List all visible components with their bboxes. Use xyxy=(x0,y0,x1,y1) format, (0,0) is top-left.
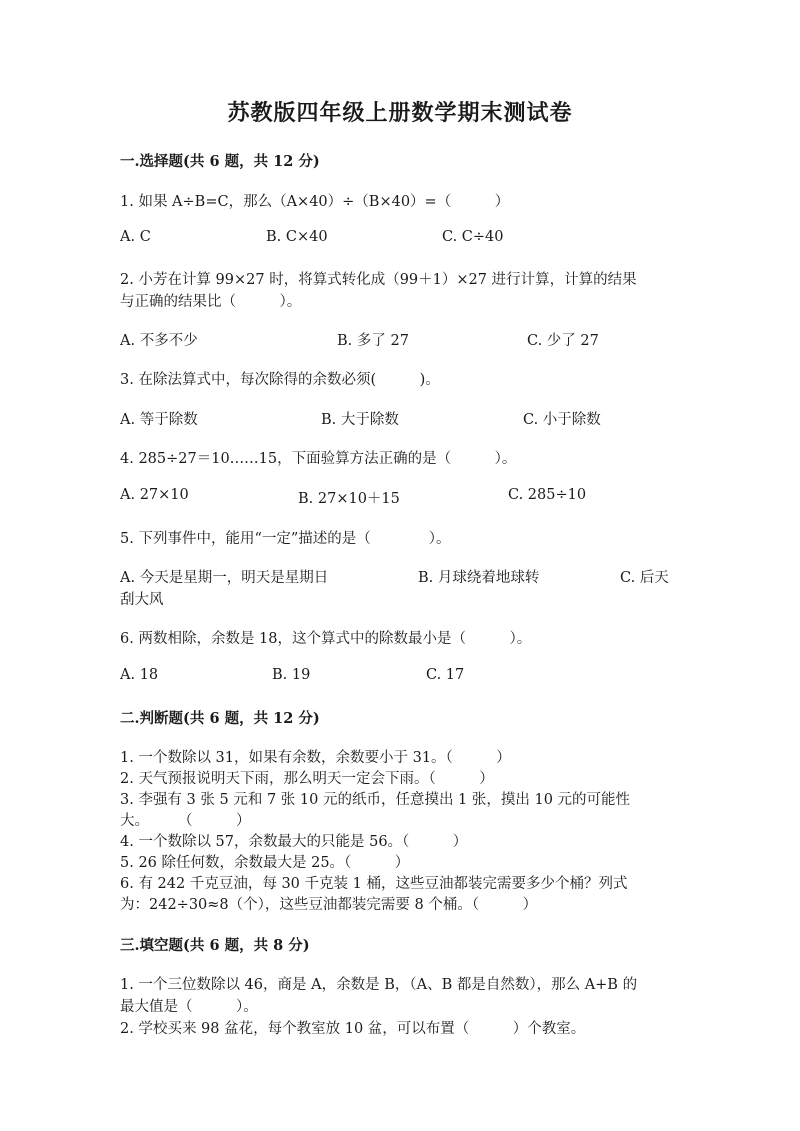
judge-item: 6. 有 242 千克豆油，每 30 千克装 1 桶，这些豆油都装完需要多少个桶？列式 xyxy=(120,876,628,892)
fill-item: 1. 一个三位数除以 46，商是 A，余数是 B，（A、B 都是自然数），那么 A+B 的 xyxy=(120,977,638,993)
question-text: 1. 如果 A÷B=C，那么（A×40）÷（B×40）=（ ） xyxy=(120,194,510,210)
judge-item: 3. 李强有 3 张 5 元和 7 张 10 元的纸币，任意摸出 1 张，摸出 10 元的可能性 xyxy=(120,792,631,808)
option-b: B. 27×10＋15 xyxy=(298,491,400,507)
question-text: 5. 下列事件中，能用“一定”描述的是（ ）。 xyxy=(120,531,451,547)
section-heading-fill: 三.填空题(共 6 题，共 8 分) xyxy=(120,937,310,954)
fill-item-continued: 最大值是（ ）。 xyxy=(120,999,258,1015)
option-a: A. 18 xyxy=(120,667,159,683)
option-b: B. 多了 27 xyxy=(337,333,409,349)
judge-item-continued: 大。 （ ） xyxy=(120,813,251,829)
question-text-continued: 与正确的结果比（ ）。 xyxy=(120,294,302,310)
section-heading-judge: 二.判断题(共 6 题，共 12 分) xyxy=(120,710,320,727)
page-title: 苏教版四年级上册数学期末测试卷 xyxy=(227,100,573,126)
option-b: B. 大于除数 xyxy=(321,412,399,428)
option-c: C. C÷40 xyxy=(442,229,504,245)
fill-item: 2. 学校买来 98 盆花，每个教室放 10 盆，可以布置（ ）个教室。 xyxy=(120,1021,586,1037)
question-text: 4. 285÷27＝10……15，下面验算方法正确的是（ ）。 xyxy=(120,451,517,467)
question-text: 3. 在除法算式中，每次除得的余数必须( )。 xyxy=(120,372,440,388)
question-text: 2. 小芳在计算 99×27 时，将算式转化成（99＋1）×27 进行计算，计算的结果 xyxy=(120,272,637,288)
judge-item: 1. 一个数除以 31，如果有余数，余数要小于 31。（ ） xyxy=(120,750,511,766)
judge-item: 4. 一个数除以 57，余数最大的只能是 56。（ ） xyxy=(120,834,468,850)
option-b: B. 19 xyxy=(272,667,311,683)
option-c: C. 后天 xyxy=(620,570,669,586)
option-a: A. 等于除数 xyxy=(120,412,198,428)
option-c: C. 285÷10 xyxy=(508,487,587,503)
question-text: 6. 两数相除，余数是 18，这个算式中的除数最小是（ ）。 xyxy=(120,631,532,647)
judge-item: 5. 26 除任何数，余数最大是 25。（ ） xyxy=(120,855,410,871)
option-b: B. C×40 xyxy=(266,229,328,245)
option-a: A. 不多不少 xyxy=(120,333,198,349)
option-c: C. 少了 27 xyxy=(527,333,599,349)
option-a: A. 27×10 xyxy=(120,487,189,503)
option-a: A. C xyxy=(120,229,151,245)
option-c: C. 小于除数 xyxy=(523,412,601,428)
option-a: A. 今天是星期一，明天是星期日 xyxy=(120,570,329,586)
section-heading-choice: 一.选择题(共 6 题，共 12 分) xyxy=(120,153,320,170)
option-c-continued: 刮大风 xyxy=(120,592,164,608)
option-c: C. 17 xyxy=(426,667,465,683)
option-b: B. 月球绕着地球转 xyxy=(418,570,540,586)
judge-item: 2. 天气预报说明天下雨，那么明天一定会下雨。（ ） xyxy=(120,771,494,787)
judge-item-continued: 为：242÷30≈8（个），这些豆油都装完需要 8 个桶。（ ） xyxy=(120,897,538,913)
